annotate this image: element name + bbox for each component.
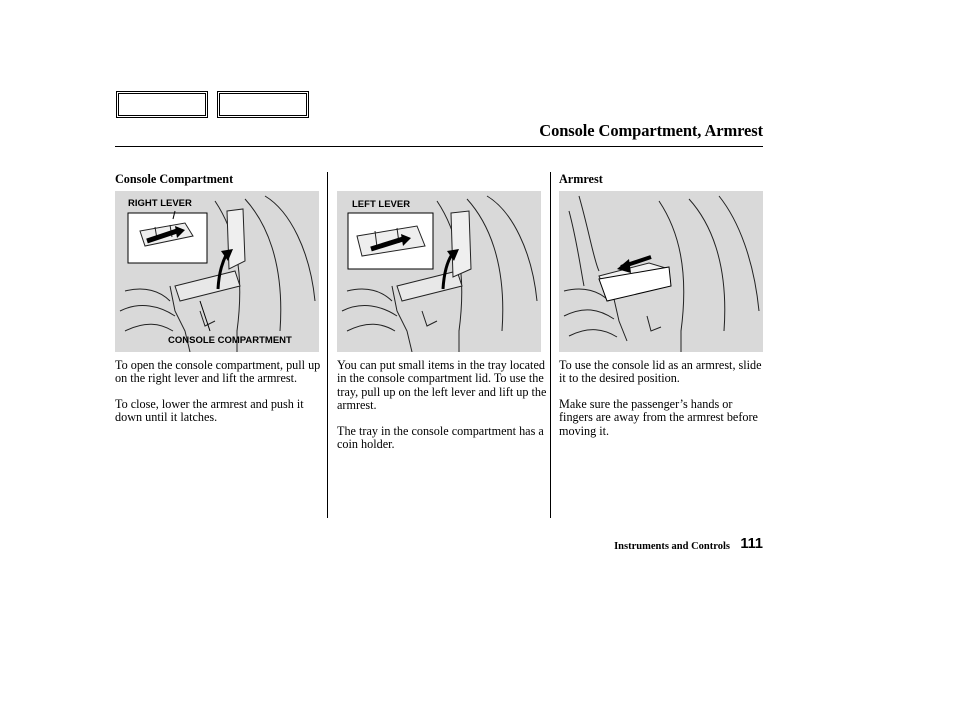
paragraph: To close, lower the armrest and push it down until it latches. (115, 396, 304, 425)
paragraph: To open the console compartment, pull up on the right lever and lift the armrest. (115, 358, 321, 386)
column-armrest (559, 172, 769, 186)
column-console-compartment (115, 172, 325, 186)
console-open-illustration (115, 191, 319, 352)
page-title: Console Compartment, Armrest (539, 121, 763, 140)
footer-section-title: Instruments and Controls (614, 541, 730, 552)
paragraph: You can put small items in the tray located in the console compartment lid. To use the tray, pull up on the left lever and lift up the armrest. (337, 358, 547, 413)
console-compartment-label: CONSOLE COMPARTMENT (168, 335, 292, 346)
paragraph: To use the console lid as an armrest, slide it to the desired position. (559, 358, 762, 386)
tray-illustration (337, 191, 541, 352)
column-divider-2 (550, 172, 551, 518)
nav-button-1[interactable] (116, 91, 208, 118)
title-rule (115, 146, 763, 147)
column-2-body (337, 359, 547, 451)
column-3-body (559, 359, 769, 438)
nav-button-2[interactable] (217, 91, 309, 118)
section-heading: Console Compartment (115, 172, 234, 186)
armrest-illustration (559, 191, 763, 352)
left-lever-label: LEFT LEVER (352, 199, 411, 210)
column-1-body (115, 359, 325, 425)
right-lever-label: RIGHT LEVER (128, 198, 192, 209)
section-heading: Armrest (559, 172, 603, 186)
paragraph: The tray in the console compartment has a coin holder. (337, 423, 544, 452)
paragraph: Make sure the passenger’s hands or fingers are away from the armrest before moving it. (559, 396, 758, 438)
page-number: 111 (740, 536, 763, 552)
column-divider-1 (327, 172, 328, 518)
